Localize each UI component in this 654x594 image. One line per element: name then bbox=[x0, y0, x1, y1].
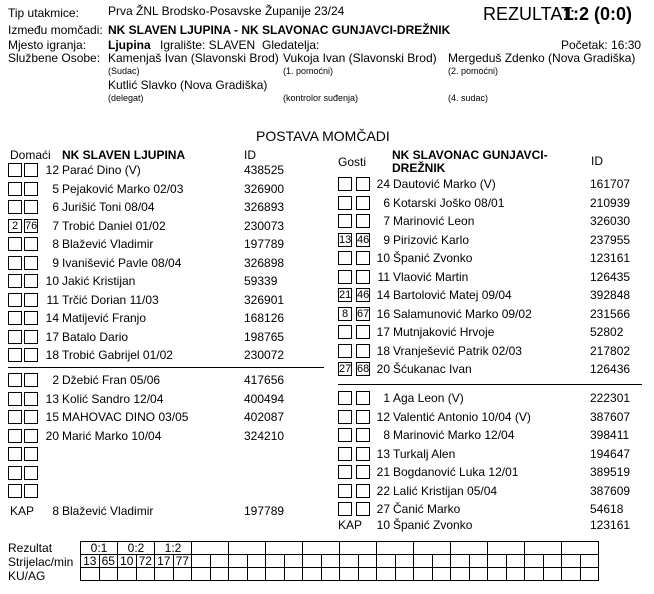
lineup-title: POSTAVA MOMČADI bbox=[256, 128, 390, 144]
card-cell bbox=[395, 568, 414, 581]
player-number: 12 bbox=[45, 163, 59, 177]
player-name: Čanić Marko bbox=[393, 502, 461, 516]
event-box bbox=[338, 428, 352, 442]
player-id: 402087 bbox=[244, 410, 285, 424]
card-cell bbox=[210, 568, 229, 581]
player-id: 237955 bbox=[590, 233, 631, 247]
player-number: 15 bbox=[45, 410, 59, 424]
player-name: Šćukanac Ivan bbox=[393, 362, 472, 376]
event-box bbox=[8, 330, 22, 344]
player-name: Ivanišević Pavle 08/04 bbox=[62, 256, 182, 270]
player-number: 6 bbox=[52, 200, 59, 214]
player-name: Kotarski Joško 08/01 bbox=[393, 196, 505, 210]
spectators-label: Gledatelja: bbox=[262, 38, 320, 52]
referee-name: Kamenjaš Ivan (Slavonski Brod) bbox=[108, 51, 279, 65]
player-number: 13 bbox=[45, 392, 59, 406]
player-name: Trobić Daniel 01/02 bbox=[62, 219, 166, 233]
player-id: 387607 bbox=[590, 410, 631, 424]
minute-box bbox=[24, 373, 38, 387]
player-name: Valentić Antonio 10/04 (V) bbox=[393, 410, 531, 424]
player-name: Bogdanović Luka 12/01 bbox=[393, 465, 519, 479]
away-label: Gosti bbox=[338, 155, 367, 169]
away-captain-id: 123161 bbox=[590, 518, 631, 532]
player-number: 12 bbox=[376, 410, 390, 424]
player-id: 230073 bbox=[244, 219, 285, 233]
officials-label: Službene Osobe: bbox=[8, 51, 101, 65]
player-id: 59339 bbox=[244, 274, 278, 288]
player-number: 16 bbox=[376, 307, 390, 321]
player-number: 7 bbox=[383, 214, 390, 228]
minute-box bbox=[24, 182, 38, 196]
score-cell bbox=[562, 542, 599, 555]
card-cell bbox=[118, 568, 137, 581]
player-number: 14 bbox=[376, 288, 390, 302]
minute-box: 67 bbox=[357, 308, 370, 320]
event-box bbox=[338, 484, 352, 498]
player-id: 168126 bbox=[244, 311, 285, 325]
result-label: REZULTAT: bbox=[483, 4, 576, 24]
player-id: 161707 bbox=[590, 177, 631, 191]
player-name: MAHOVAC DINO 03/05 bbox=[62, 410, 189, 424]
player-id: 222301 bbox=[590, 391, 631, 405]
scorer-cell bbox=[580, 555, 599, 568]
player-name: Pejaković Marko 02/03 bbox=[62, 182, 184, 196]
player-id: 210939 bbox=[590, 196, 631, 210]
delegate-name: Kutlić Slavko (Nova Gradiška) bbox=[108, 78, 268, 92]
event-box bbox=[8, 311, 22, 325]
scorer-cell bbox=[321, 555, 340, 568]
event-box bbox=[8, 200, 22, 214]
player-id: 326030 bbox=[590, 214, 631, 228]
player-number: 10 bbox=[45, 274, 59, 288]
home-label: Domaći bbox=[10, 148, 51, 162]
event-box bbox=[338, 391, 352, 405]
player-number: 13 bbox=[376, 447, 390, 461]
event-box bbox=[338, 270, 352, 284]
home-team-name: NK SLAVEN LJUPINA bbox=[62, 148, 186, 162]
result-value: 1:2 (0:0) bbox=[563, 4, 633, 24]
player-id: 324210 bbox=[244, 429, 285, 443]
player-name: Trčić Dorian 11/03 bbox=[62, 293, 159, 307]
player-name: Marinović Marko 12/04 bbox=[393, 428, 515, 442]
minute-box bbox=[24, 237, 38, 251]
minute-box: 76 bbox=[25, 220, 38, 232]
card-cell bbox=[562, 568, 581, 581]
player-name: Kolić Sandro 12/04 bbox=[62, 392, 164, 406]
card-cell bbox=[488, 568, 507, 581]
player-id: 217802 bbox=[590, 344, 631, 358]
player-name: Blažević Vladimir bbox=[62, 237, 154, 251]
assistant1-role: (1. pomoćni) bbox=[283, 66, 334, 76]
minute-box bbox=[24, 466, 38, 480]
minute-box bbox=[24, 429, 38, 443]
player-id: 392848 bbox=[590, 288, 631, 302]
event-box bbox=[338, 344, 352, 358]
player-id: 52802 bbox=[590, 325, 624, 339]
player-id: 398411 bbox=[590, 428, 630, 442]
player-id: 326893 bbox=[244, 200, 285, 214]
player-name: Jurišić Toni 08/04 bbox=[62, 200, 155, 214]
player-id: 126435 bbox=[590, 270, 631, 284]
away-team-name-line1: NK SLAVONAC GUNJAVCI- bbox=[392, 148, 548, 162]
match-type-label: Tip utakmice: bbox=[8, 6, 79, 20]
scorer-cell bbox=[284, 555, 303, 568]
home-captain-id: 197789 bbox=[244, 504, 285, 518]
score-cell: 0:1 bbox=[81, 542, 118, 555]
event-box: 8 bbox=[338, 307, 352, 321]
scorer-cell: 77 bbox=[173, 555, 192, 568]
player-number: 8 bbox=[52, 237, 59, 251]
player-id: 197789 bbox=[244, 237, 285, 251]
minute-box bbox=[24, 256, 38, 270]
player-number: 5 bbox=[52, 182, 59, 196]
card-cell bbox=[303, 568, 322, 581]
card-cell bbox=[432, 568, 451, 581]
kickoff-time: Početak: 16:30 bbox=[561, 38, 642, 52]
player-id: 326898 bbox=[244, 256, 285, 270]
player-number: 2 bbox=[52, 373, 59, 387]
player-name: Bartolović Matej 09/04 bbox=[393, 288, 512, 302]
card-cell bbox=[266, 568, 285, 581]
score-cell bbox=[488, 542, 525, 555]
minute-box: 68 bbox=[357, 363, 370, 375]
score-cell bbox=[229, 542, 266, 555]
score-cell bbox=[414, 542, 451, 555]
scorer-cell bbox=[562, 555, 581, 568]
results-cards-row bbox=[81, 568, 599, 581]
results-scorer-row bbox=[81, 555, 599, 568]
referee-role: (Sudac) bbox=[108, 66, 140, 76]
score-cell bbox=[340, 542, 377, 555]
event-box bbox=[338, 410, 352, 424]
player-id: 194647 bbox=[590, 447, 631, 461]
scorer-cell bbox=[229, 555, 248, 568]
player-id: 198765 bbox=[244, 330, 285, 344]
minute-box bbox=[24, 163, 38, 177]
minute-box bbox=[356, 344, 370, 358]
scorer-cell: 17 bbox=[155, 555, 174, 568]
home-captain-label: KAP bbox=[10, 504, 35, 518]
minute-box bbox=[356, 251, 370, 265]
away-team-name-line2: DREŽNIK bbox=[392, 161, 446, 175]
card-cell bbox=[136, 568, 155, 581]
scorer-cell: 13 bbox=[81, 555, 100, 568]
minute-box bbox=[356, 214, 370, 228]
section-divider bbox=[8, 367, 324, 368]
card-cell bbox=[192, 568, 211, 581]
card-cell bbox=[321, 568, 340, 581]
scorer-cell: 65 bbox=[99, 555, 118, 568]
player-name: Dautović Marko (V) bbox=[393, 177, 496, 191]
home-captain-name: Blažević Vladimir bbox=[62, 504, 154, 518]
scorer-cell bbox=[451, 555, 470, 568]
player-name: Španić Zvonko bbox=[393, 251, 473, 265]
results-row-label-score: Rezultat bbox=[8, 541, 53, 555]
minute-box bbox=[356, 177, 370, 191]
card-cell bbox=[247, 568, 266, 581]
card-cell bbox=[377, 568, 396, 581]
player-name: Turkalj Alen bbox=[393, 447, 456, 461]
scorer-cell bbox=[303, 555, 322, 568]
event-box bbox=[8, 163, 22, 177]
minute-box bbox=[356, 410, 370, 424]
minute-box bbox=[24, 200, 38, 214]
scorer-cell bbox=[395, 555, 414, 568]
player-id: 438525 bbox=[244, 163, 285, 177]
player-id: 54618 bbox=[590, 502, 624, 516]
minute-box bbox=[356, 270, 370, 284]
event-box: 21 bbox=[339, 289, 352, 301]
minute-box bbox=[24, 484, 38, 498]
event-box bbox=[338, 447, 352, 461]
minute-box bbox=[24, 410, 38, 424]
scorer-cell bbox=[266, 555, 285, 568]
card-cell bbox=[358, 568, 377, 581]
player-name: Trobić Gabrijel 01/02 bbox=[62, 348, 173, 362]
minute-box bbox=[24, 293, 38, 307]
results-table bbox=[80, 541, 599, 581]
assistant2-name: Mergeduš Zdenko (Nova Gradiška) bbox=[448, 51, 636, 65]
player-number: 7 bbox=[52, 219, 59, 233]
player-number: 27 bbox=[376, 502, 390, 516]
away-captain-name: Španić Zvonko bbox=[393, 518, 473, 532]
card-cell bbox=[99, 568, 118, 581]
minute-box bbox=[356, 465, 370, 479]
player-name: Vlaović Martin bbox=[393, 270, 469, 284]
player-name: Mutnjaković Hrvoje bbox=[393, 325, 495, 339]
player-id: 389519 bbox=[590, 465, 631, 479]
minute-box: 46 bbox=[357, 289, 370, 301]
away-id-header: ID bbox=[591, 154, 603, 168]
assistant2-role: (2. pomoćni) bbox=[448, 66, 499, 76]
score-cell bbox=[192, 542, 229, 555]
scorer-cell: 72 bbox=[136, 555, 155, 568]
minute-box bbox=[24, 311, 38, 325]
event-box bbox=[338, 251, 352, 265]
home-captain-number: 8 bbox=[52, 504, 59, 518]
event-box bbox=[338, 325, 352, 339]
event-box bbox=[8, 373, 22, 387]
minute-box bbox=[356, 196, 370, 210]
player-number: 6 bbox=[383, 196, 390, 210]
player-number: 22 bbox=[376, 484, 390, 498]
event-box: 27 bbox=[339, 363, 352, 375]
player-id: 326900 bbox=[244, 182, 285, 196]
player-id: 417656 bbox=[244, 373, 285, 387]
venue-label: Mjesto igranja: bbox=[8, 38, 87, 52]
competition-name: Prva ŽNL Brodsko-Posavske Županije 23/24 bbox=[108, 4, 345, 18]
card-cell bbox=[340, 568, 359, 581]
player-number: 8 bbox=[383, 428, 390, 442]
event-box bbox=[8, 410, 22, 424]
event-box bbox=[8, 392, 22, 406]
scorer-cell bbox=[488, 555, 507, 568]
score-cell bbox=[266, 542, 303, 555]
event-box bbox=[338, 502, 352, 516]
event-box bbox=[8, 237, 22, 251]
event-box bbox=[338, 214, 352, 228]
scorer-cell bbox=[506, 555, 525, 568]
event-box bbox=[8, 447, 22, 461]
away-captain-number: 10 bbox=[376, 518, 390, 532]
scorer-cell bbox=[469, 555, 488, 568]
player-name: Lalić Kristijan 05/04 bbox=[393, 484, 498, 498]
assistant1-name: Vukoja Ivan (Slavonski Brod) bbox=[283, 51, 437, 65]
player-number: 21 bbox=[376, 465, 390, 479]
player-number: 1 bbox=[383, 391, 390, 405]
between-teams-label: Između momčadi: bbox=[8, 23, 103, 37]
player-number: 18 bbox=[45, 348, 59, 362]
player-name: Parać Dino (V) bbox=[62, 163, 141, 177]
card-cell bbox=[229, 568, 248, 581]
event-box bbox=[338, 177, 352, 191]
player-name: Jakić Kristijan bbox=[62, 274, 136, 288]
player-name: Aga Leon (V) bbox=[393, 391, 464, 405]
player-id: 231566 bbox=[590, 307, 631, 321]
player-number: 17 bbox=[45, 330, 59, 344]
event-box bbox=[8, 484, 22, 498]
player-id: 387609 bbox=[590, 484, 631, 498]
card-cell bbox=[525, 568, 544, 581]
home-id-header: ID bbox=[244, 148, 256, 162]
player-id: 126436 bbox=[590, 362, 631, 376]
card-cell bbox=[81, 568, 100, 581]
player-number: 18 bbox=[376, 344, 390, 358]
scorer-cell bbox=[525, 555, 544, 568]
minute-box bbox=[356, 391, 370, 405]
score-cell bbox=[525, 542, 562, 555]
minute-box bbox=[24, 447, 38, 461]
score-cell bbox=[303, 542, 340, 555]
event-box bbox=[338, 196, 352, 210]
event-box bbox=[8, 466, 22, 480]
player-name: Salamunović Marko 09/02 bbox=[393, 307, 532, 321]
card-cell bbox=[414, 568, 433, 581]
scorer-cell bbox=[432, 555, 451, 568]
scorer-cell bbox=[543, 555, 562, 568]
player-number: 11 bbox=[377, 270, 390, 284]
event-box bbox=[8, 274, 22, 288]
card-cell bbox=[580, 568, 599, 581]
event-box bbox=[338, 465, 352, 479]
away-captain-label: KAP bbox=[338, 518, 363, 532]
scorer-cell bbox=[247, 555, 266, 568]
player-id: 326901 bbox=[244, 293, 285, 307]
scorer-cell bbox=[414, 555, 433, 568]
player-name: Matijević Franjo bbox=[62, 311, 147, 325]
section-divider bbox=[338, 384, 642, 385]
card-cell bbox=[284, 568, 303, 581]
fourth-official-role: (4. sudac) bbox=[448, 93, 489, 103]
player-number: 17 bbox=[376, 325, 390, 339]
event-box bbox=[8, 293, 22, 307]
scorer-cell bbox=[210, 555, 229, 568]
player-number: 20 bbox=[376, 362, 390, 376]
player-id: 230072 bbox=[244, 348, 285, 362]
card-cell bbox=[173, 568, 192, 581]
event-box bbox=[8, 348, 22, 362]
player-id: 400494 bbox=[244, 392, 285, 406]
minute-box bbox=[356, 447, 370, 461]
player-name: Batalo Dario bbox=[62, 330, 129, 344]
event-box bbox=[8, 256, 22, 270]
player-id: 123161 bbox=[590, 251, 631, 265]
player-number: 14 bbox=[45, 311, 59, 325]
scorer-cell bbox=[340, 555, 359, 568]
controller-role: (kontrolor suđenja) bbox=[283, 93, 359, 103]
minute-box bbox=[24, 392, 38, 406]
scorer-cell bbox=[377, 555, 396, 568]
match-teams: NK SLAVEN LJUPINA - NK SLAVONAC GUNJAVCI-DREŽNIK bbox=[108, 23, 451, 37]
minute-box bbox=[356, 428, 370, 442]
score-cell bbox=[451, 542, 488, 555]
results-score-row bbox=[81, 542, 599, 555]
minute-box bbox=[24, 330, 38, 344]
minute-box bbox=[356, 325, 370, 339]
minute-box bbox=[24, 348, 38, 362]
event-box bbox=[8, 182, 22, 196]
card-cell bbox=[155, 568, 174, 581]
scorer-cell bbox=[358, 555, 377, 568]
results-row-label-cards: KU/AG bbox=[8, 569, 46, 583]
player-name: Pirizović Karlo bbox=[393, 233, 470, 247]
scorer-cell: 10 bbox=[118, 555, 137, 568]
card-cell bbox=[543, 568, 562, 581]
score-cell bbox=[377, 542, 414, 555]
minute-box bbox=[356, 484, 370, 498]
card-cell bbox=[469, 568, 488, 581]
card-cell bbox=[451, 568, 470, 581]
player-number: 9 bbox=[383, 233, 390, 247]
ground: Igralište: SLAVEN bbox=[160, 38, 256, 52]
player-name: Džebić Fran 05/06 bbox=[62, 373, 161, 387]
score-cell: 1:2 bbox=[155, 542, 192, 555]
card-cell bbox=[506, 568, 525, 581]
results-row-label-scorers: Strijelac/min bbox=[8, 555, 74, 569]
scorer-cell bbox=[192, 555, 211, 568]
player-number: 11 bbox=[46, 293, 59, 307]
minute-box: 46 bbox=[357, 234, 370, 246]
event-box bbox=[8, 429, 22, 443]
event-box: 13 bbox=[339, 234, 352, 246]
player-number: 10 bbox=[376, 251, 390, 265]
minute-box bbox=[24, 274, 38, 288]
score-cell: 0:2 bbox=[118, 542, 155, 555]
minute-box bbox=[356, 502, 370, 516]
event-box: 2 bbox=[8, 219, 22, 233]
delegate-role: (delegat) bbox=[108, 93, 144, 103]
player-number: 9 bbox=[52, 256, 59, 270]
player-name: Marinović Leon bbox=[393, 214, 475, 228]
player-number: 20 bbox=[45, 429, 59, 443]
venue: Ljupina bbox=[108, 38, 151, 52]
player-name: Marić Marko 10/04 bbox=[62, 429, 162, 443]
player-number: 24 bbox=[376, 177, 390, 191]
player-name: Vranješević Patrik 02/03 bbox=[393, 344, 522, 358]
